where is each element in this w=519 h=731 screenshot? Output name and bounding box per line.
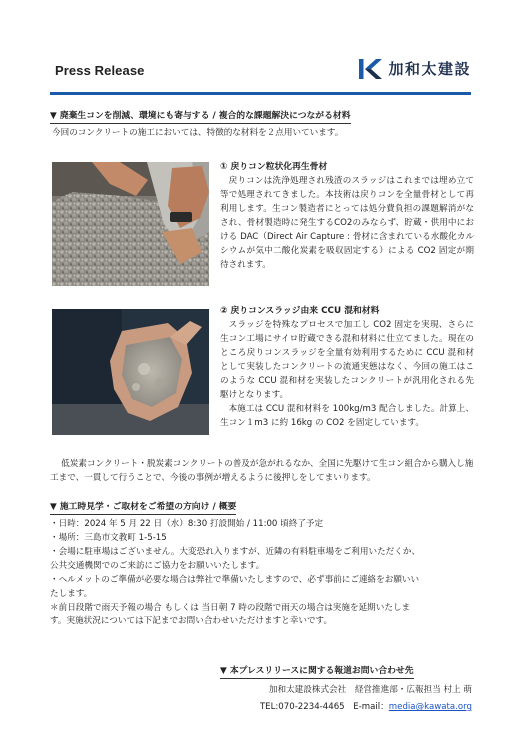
contact-tel: TEL:070-2234-4465 E-mail： (259, 702, 389, 712)
contact-person: 加和太建設株式会社 経営推進部・広報担当 村上 萌 (268, 685, 472, 695)
material-item-ccu-admixture (220, 304, 474, 431)
contact-email-link[interactable]: media@kawata.org (388, 702, 472, 712)
item-body-ccu-dosage: 本施工は CCU 混和材料を 100kg/m3 配合しました。計算上、生コン１m3 に約 16kg の CO2 を固定しています。 (220, 403, 474, 428)
site-visit-line: 公共交通機関でのご来訪にご協力をお願いいたします。 (50, 560, 265, 571)
ccu-sludge-photo (52, 309, 209, 435)
closing-paragraph: 低炭素コンクリート・脱炭素コンクリートの普及が急がれるなか、全国に先駆けて生コン組合から購入し施工まで、一貫して行うことで、今後の事例が増えるように後押しをしてまいります。 (50, 459, 474, 483)
site-visit-line: ・ヘルメットのご準備が必要な場合は弊社で準備いたしますので、必ず事前にご連絡をお願いい (50, 574, 420, 585)
company-logo-text: 加和太建設 (388, 59, 471, 78)
item-body-recycled-aggregate: 戻りコンは洗浄処理され残渣のスラッジはこれまでは埋め立て等で処理されてきました。本技術は戻りコンを全量骨材として再利用します。生コン製造者にとっては処分費負担の課題解消がなされ、骨材製造時に発生するCO2のみならず、貯蔵・供用中における DAC（Direct Air Capture : 骨材に含まれている水酸化カルシウムが気中二酸化炭素を吸収固定する）による CO2 固定が期待されます。 (220, 176, 474, 270)
site-visit-details (50, 518, 474, 629)
item-title-recycled-aggregate: ① 戻りコン粒状化再生骨材 (220, 162, 328, 172)
item-body-ccu-admixture: スラッジを特殊なプロセスで加工し CO2 固定を実現、さらに生コン工場にサイロ貯蔵できる混和材料に仕立てました。現在のところ戻りコンスラッジを全量有効利用するために CCU 混和材として実装したコンクリートの流通実態はなく、今回の施工はこのような CCU 混和材を実装したコンクリートが汎用化される先駆けとなります。 (220, 320, 474, 400)
section-title-site-visit: ▼ 施工時見学・ご取材をご希望の方向け / 概要 (50, 502, 236, 515)
recycled-aggregate-photo (52, 162, 209, 286)
company-logo (359, 56, 471, 82)
contact-tel-line (260, 701, 472, 715)
site-visit-line: ・会場に駐車場はございません。大変恐れ入りますが、近隣の有料駐車場をご利用いただくか、 (50, 546, 421, 557)
material-item-recycled-aggregate (220, 160, 474, 273)
document-header (50, 56, 471, 86)
site-visit-line: ・日時：2024 年 5 月 22 日（水）8:30 打設開始 / 11:00 頃終了予定 (50, 519, 324, 529)
site-visit-line: ＊前日段階で雨天予報の場合 もしくは 当日朝 7 時の段階で雨天の場合は実施を延期いたしま (50, 602, 411, 613)
company-logo-mark-icon (359, 57, 383, 81)
header-divider (50, 92, 471, 95)
site-visit-line: す。実施状況については下記までお問い合わせいただけますと幸いです。 (50, 616, 333, 627)
site-visit-line: たします。 (50, 588, 93, 599)
contact-section-title: ▼ 本プレスリリースに関する報道お問い合わせ先 (220, 666, 414, 679)
site-visit-line: ・場所：三島市文教町 1-5-15 (50, 532, 167, 543)
section-title-materials: ▼ 廃棄生コンを削減、環境にも寄与する / 複合的な課題解決につながる材料 (50, 111, 351, 124)
press-release-label: Press Release (55, 63, 145, 78)
item-title-ccu-admixture: ② 戻りコンスラッジ由来 CCU 混和材料 (220, 306, 380, 316)
lead-paragraph: 今回のコンクリートの施工においては、特徴的な材料を２点用いています。 (52, 128, 344, 138)
